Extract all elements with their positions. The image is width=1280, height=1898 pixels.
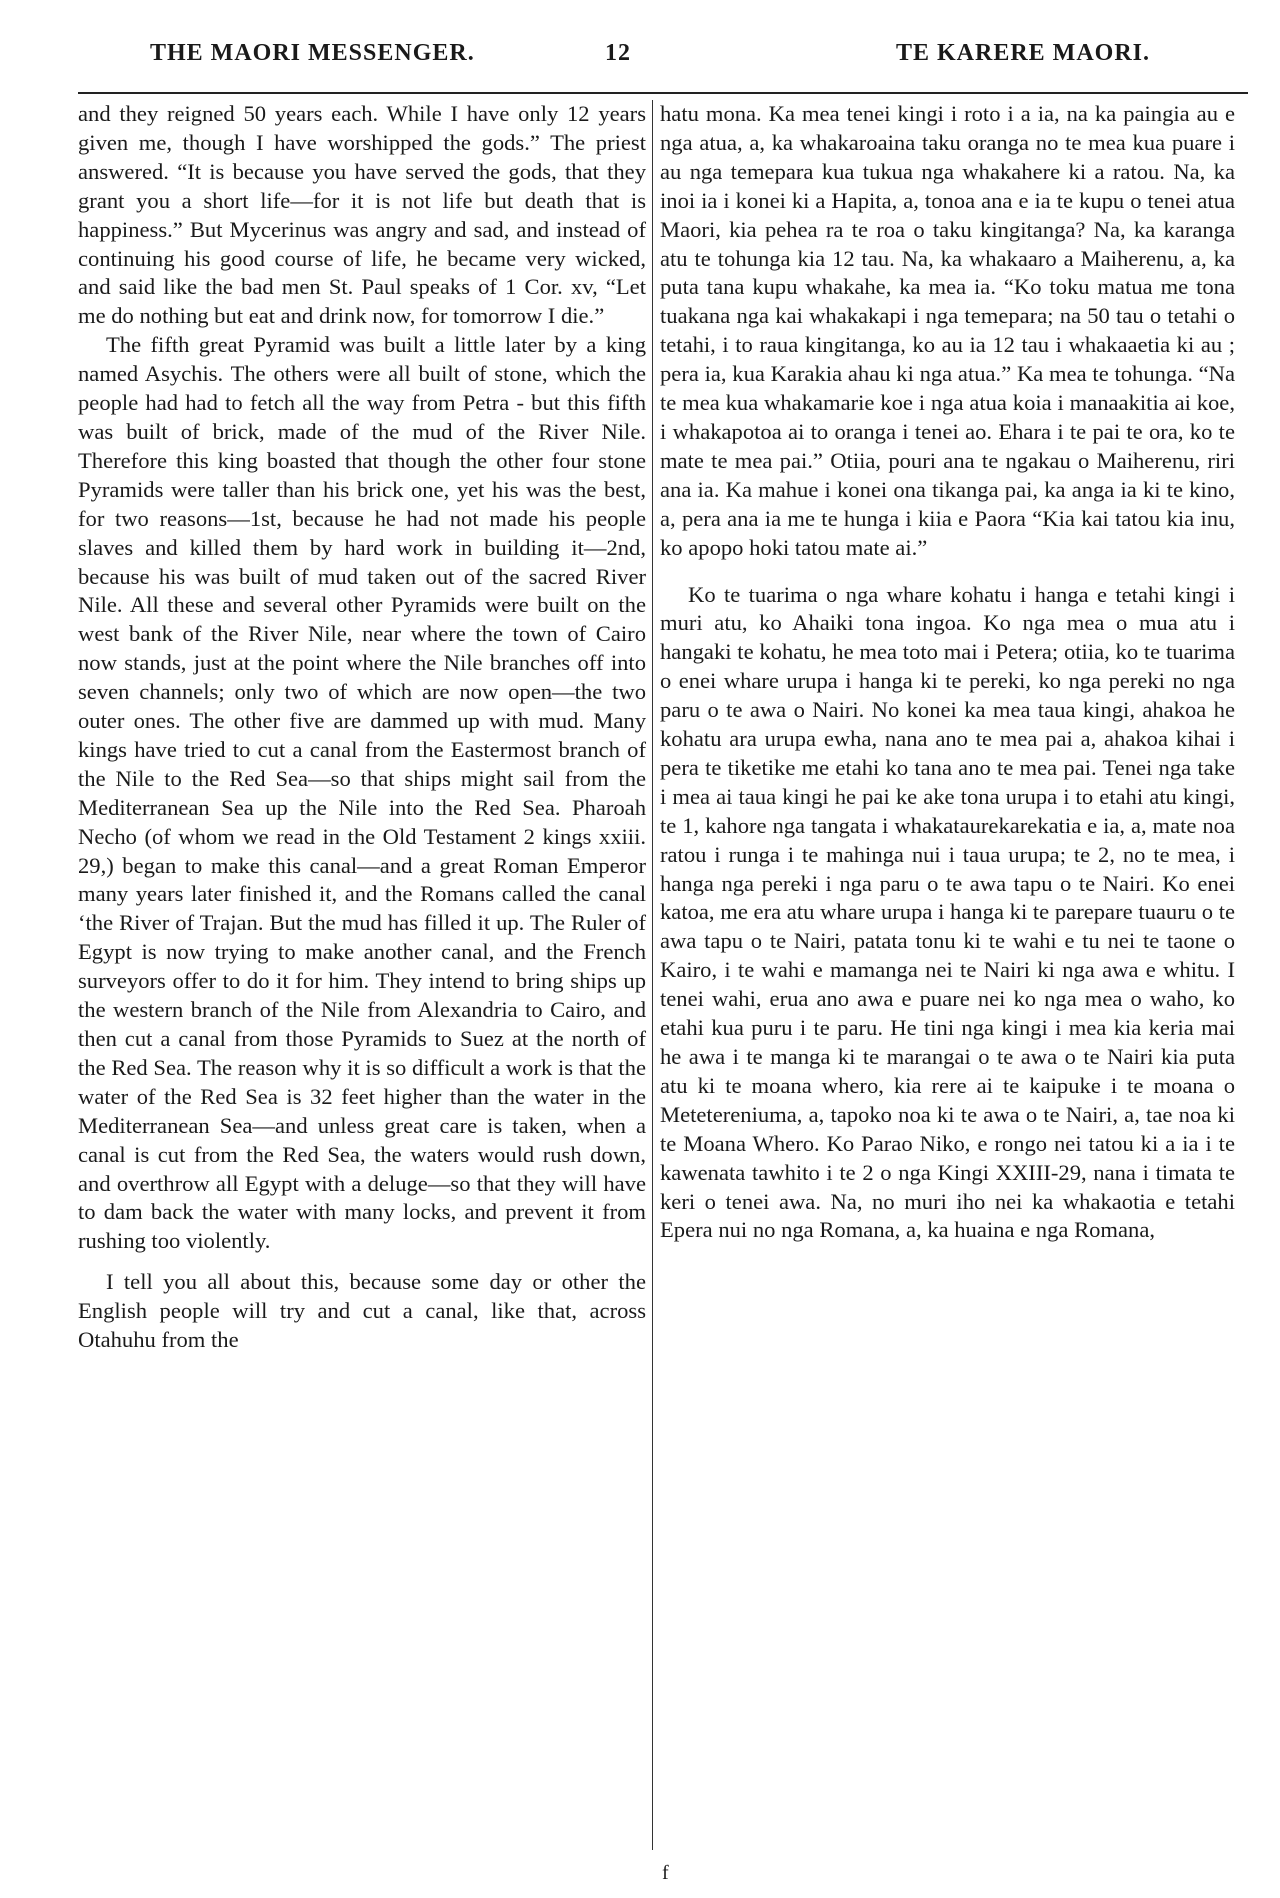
maori-column bbox=[660, 100, 1235, 1245]
header-title-maori: TE KARERE MAORI. bbox=[895, 40, 1150, 66]
maori-paragraph-2: Ko te tuarima o nga whare kohatu i hanga e tetahi kingi i muri atu, ko Ahaiki tona ingoa. Ko nga mea o mua atu i hangaki te kohatu, he mea toto mai i Petera; otiia, ko te tuarima o enei whare urupa i hanga ki te pereki, ko nga pereki no nga paru o te awa o Nairi. No konei ka mea taua kingi, ahakoa he kohatu ara urupa ewha, nana ano te mea pai a, ahakoa kihai i pera te tiketike me etahi ko tana ano te mea pai. Tenei nga take i mea ai taua kingi he pai ke ake tona urupa i to etahi atu kingi, te 1, kahore nga tangata i whakataurekarekatia e ia, a, mate noa ratou i runga i te mahinga nui i taua urupa; te 2, no te mea, i hanga nga pereki i nga paru o te awa tapu o te Nairi. Ko enei katoa, me era atu whare urupa i hanga ki te parepare tuauru o te awa tapu o te Nairi, patata tonu ki te wahi e tu nei te taone o Kairo, i te wahi e mamanga nei te Nairi ki nga awa e whitu. I tenei wahi, erua ano awa e puare nei ko nga mea o waho, ko etahi kua puru i te paru. He tini nga kingi i mea kia keria mai he awa i te manga ki te marangai o te awa o te Nairi kia puta atu ki te moana whero, kia rere ai te kaipuke i te moana o Metetereniuma, a, tapoko noa ki te awa o te Nairi, a, tae noa ki te Moana Whero. Ko Parao Niko, e rongo nei tatou ki a ia i te kawenata tawhito i te 2 o nga Kingi XXIII-29, nana i timata te keri o tenei awa. Na, no muri iho nei ka whakaotia e tetahi Epera nui no nga Romana, a, ka huaina e nga Romana, bbox=[660, 581, 1235, 1243]
maori-paragraph-1: hatu mona. Ka mea tenei kingi i roto i a ia, na ka paingia au e nga atua, a, ka whakaroaina taku oranga no te mea kua puare i au nga temepara kua tukua nga whakahere ki a ratou. Na, ka inoi ia i konei ki a Hapita, a, tonoa ana e ia te kupu o tenei atua Maori, kia pehea ra te roa o taku kingitanga? Na, ka karanga atu te tohunga kia 12 tau. Na, ka whakaaro a Maiherenu, a, ka puta tana kupu whakahe, ka mea ia. “Ko toku matua me tona tuakana nga kai whakakapi i nga temepara; na 50 tau o tetahi o tetahi, i to raua kingitanga, ko au ia 12 tau i whakaaetia ki au ; pera ia, kua Karakia ahau ki nga atua.” Ka mea te tohunga. “Na te mea kua whakamarie koe i nga atua koia i manaakitia ai koe, i whakapotoa ai to oranga i tenei ao. Ehara i te pai te ora, ko te mate te mea pai.” Otiia, pouri ana te ngakau o Maiherenu, riri ana ia. Ka mahue i konei ona tikanga pai, ka anga ia ki te kino, a, pera ana ia me te hunga i kiia e Paora “Kia kai tatou kia inu, ko apopo hoki tatou mate ai.” bbox=[660, 101, 1235, 560]
english-paragraph-3: I tell you all about this, because some day or other the English people will try and cut a canal, like that, across Otahuhu from the bbox=[78, 1269, 646, 1353]
page-header bbox=[150, 40, 1150, 80]
english-paragraph-2: The fifth great Pyramid was built a little later by a king named Asychis. The others were all built of stone, which the people had had to fetch all the way from Petra - but this fifth was built of brick, made of the mud of the River Nile. Therefore this king boasted that though the other four stone Pyramids were taller than his brick one, yet his was the best, for two reasons—1st, because he had not made his people slaves and killed them by hard work in building it—2nd, because his was built of mud taken out of the sacred River Nile. All these and several other Pyramids were built on the west bank of the River Nile, near where the town of Cairo now stands, just at the point where the Nile branches off into seven channels; only two of which are now open—the two outer ones. The other five are dammed up with mud. Many kings have tried to cut a canal from the Eastermost branch of the Nile to the Red Sea—so that ships might sail from the Mediterranean Sea up the Nile into the Red Sea. Pharoah Necho (of whom we read in the Old Testament 2 kings xxiii. 29,) began to make this canal—and a great Roman Emperor many years later finished it, and the Romans called the canal ‘the River of Trajan. But the mud has filled it up. The Ruler of Egypt is now trying to make another canal, and the French surveyors offer to do it for him. They intend to bring ships up the western branch of the Nile from Alexandria to Cairo, and then cut a canal from those Pyramids to Suez at the north of the Red Sea. The reason why it is so difficult a work is that the water of the Red Sea is 32 feet higher than the water in the Mediterranean Sea—and unless great care is taken, when a canal is cut from the Red Sea, the waters would rush down, and overthrow all Egypt with a deluge—so that they will have to dam back the water with many locks, and prevent it from rushing too violently. bbox=[78, 332, 646, 1254]
footer-mark: f bbox=[662, 1862, 669, 1884]
header-title-english: THE MAORI MESSENGER. bbox=[150, 40, 475, 66]
page-number: 12 bbox=[605, 40, 631, 66]
english-paragraph-1: and they reigned 50 years each. While I have only 12 years given me, though I have worshipped the gods.” The priest answered. “It is because you have served the gods, that they grant you a short life—for it is not life but death that is happiness.” But Mycerinus was angry and sad, and instead of continuing his good course of life, he became very wicked, and said like the bad men St. Paul speaks of 1 Cor. xv, “Let me do nothing but eat and drink now, for tomorrow I die.” bbox=[78, 101, 646, 329]
header-rule bbox=[78, 92, 1248, 94]
english-column bbox=[78, 100, 646, 1355]
column-divider bbox=[652, 100, 653, 1850]
